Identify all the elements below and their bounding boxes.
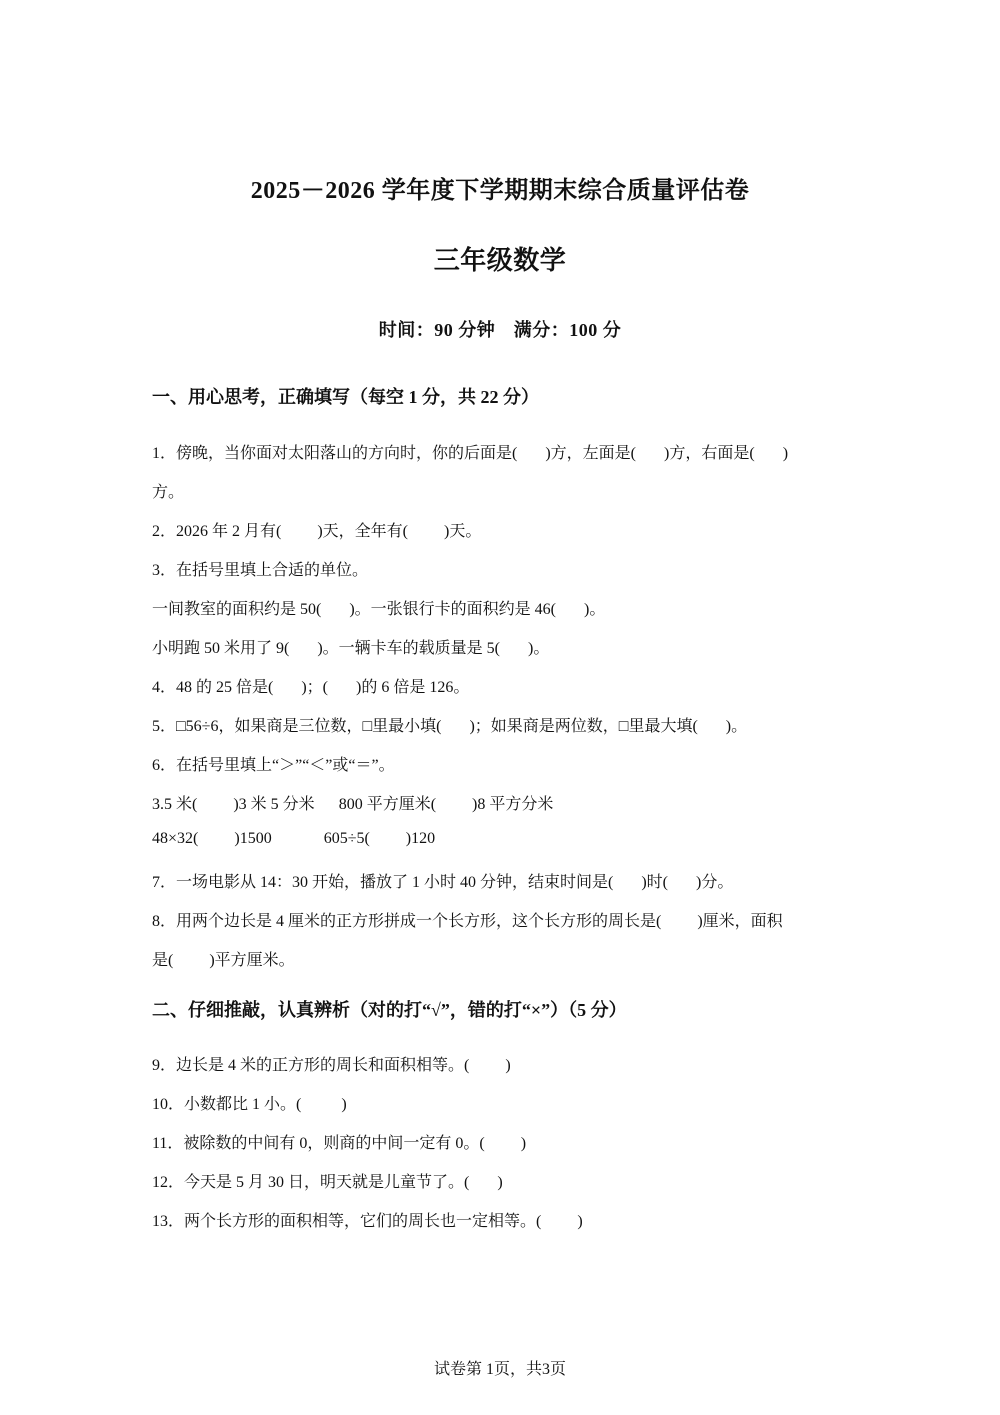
- question-3-line2: 小明跑 50 米用了 9( )。一辆卡车的载质量是 5( )。: [152, 640, 550, 657]
- section1-heading: 一、用心思考，正确填写（每空 1 分，共 22 分）: [152, 387, 539, 407]
- question-6-stem: 6．在括号里填上“＞”“＜”或“＝”。: [152, 757, 395, 774]
- exam-time-info: 时间：90 分钟 满分：100 分: [378, 320, 622, 340]
- question-9: 9．边长是 4 米的正方形的周长和面积相等。( ): [152, 1057, 511, 1074]
- section2-heading: 二、仔细推敲，认真辨析（对的打“√”，错的打“×”）（5 分）: [152, 1000, 627, 1020]
- question-7: 7．一场电影从 14：30 开始，播放了 1 小时 40 分钟，结束时间是( )时( )分。: [152, 874, 734, 891]
- question-5: 5．□56÷6，如果商是三位数，□里最小填( )；如果商是两位数，□里最大填( )。: [152, 718, 748, 735]
- page-footer: 试卷第 1页，共3页: [433, 1361, 566, 1378]
- question-11: 11．被除数的中间有 0，则商的中间一定有 0。( ): [152, 1135, 527, 1152]
- exam-subject: 三年级数学: [433, 246, 567, 275]
- question-3-stem: 3．在括号里填上合适的单位。: [152, 562, 369, 579]
- question-1-line1: 1．傍晚，当你面对太阳落山的方向时，你的后面是( )方，左面是( )方，右面是( ): [152, 445, 789, 462]
- question-6-line2: 48×32( )1500 605÷5( )120: [152, 830, 436, 847]
- question-4: 4．48 的 25 倍是( )；( )的 6 倍是 126。: [152, 679, 470, 696]
- question-8-line2: 是( )平方厘米。: [152, 952, 295, 969]
- question-2: 2．2026 年 2 月有( )天，全年有( )天。: [152, 523, 482, 540]
- question-3-line1: 一间教室的面积约是 50( )。一张银行卡的面积约是 46( )。: [152, 601, 606, 618]
- question-6-line1: 3.5 米( )3 米 5 分米 800 平方厘米( )8 平方分米: [152, 796, 554, 813]
- exam-title: 2025－2026 学年度下学期期末综合质量评估卷: [250, 178, 750, 204]
- question-10: 10．小数都比 1 小。( ): [152, 1096, 347, 1113]
- question-12: 12．今天是 5 月 30 日，明天就是儿童节了。( ): [152, 1174, 503, 1191]
- question-8-line1: 8．用两个边长是 4 厘米的正方形拼成一个长方形，这个长方形的周长是( )厘米，面积: [152, 913, 783, 930]
- question-1-line2: 方。: [152, 484, 185, 501]
- question-13: 13．两个长方形的面积相等，它们的周长也一定相等。( ): [152, 1213, 583, 1230]
